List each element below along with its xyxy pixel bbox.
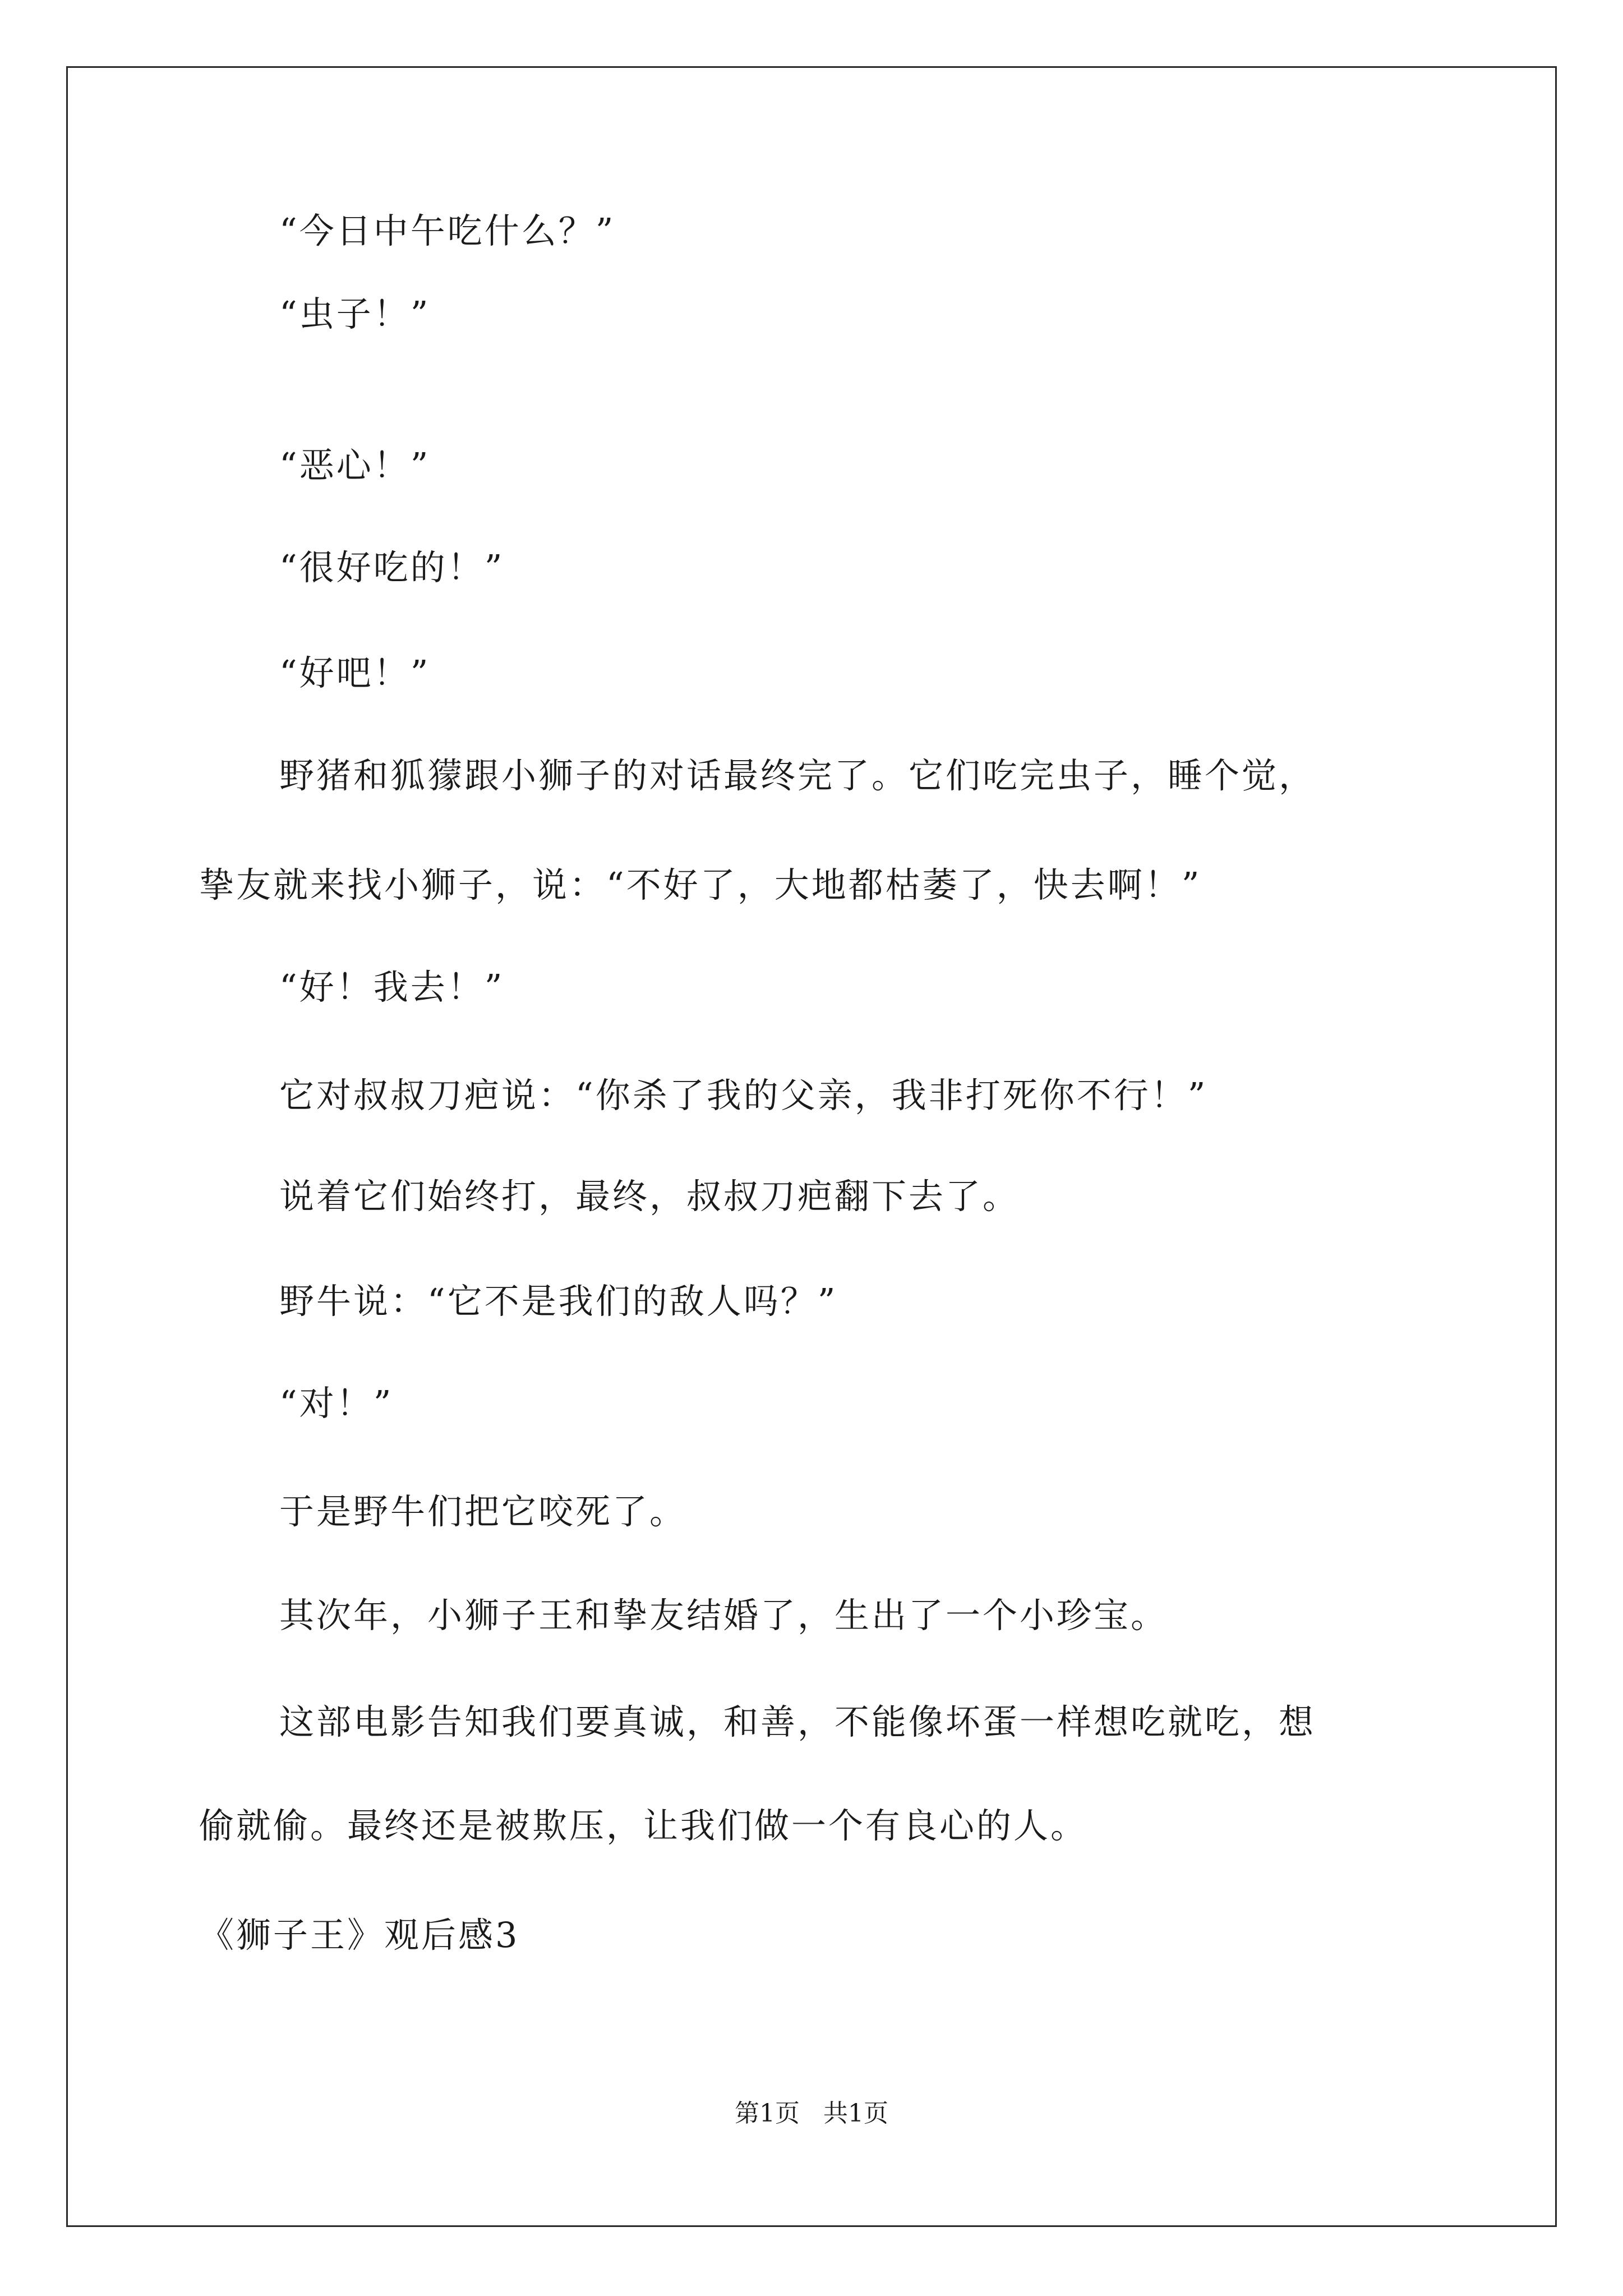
paragraph-line: 挚友就来找小狮子，说：“不好了，大地都枯萎了，快去啊！” — [199, 864, 1202, 905]
paragraph-line: “今日中午吃什么？” — [279, 210, 616, 251]
paragraph-line: “很好吃的！” — [279, 547, 505, 588]
paragraph-line: 偷就偷。最终还是被欺压，让我们做一个有良心的人。 — [199, 1805, 1088, 1846]
paragraph-line: “好吧！” — [279, 652, 431, 693]
paragraph-line: 它对叔叔刀疤说：“你杀了我的父亲，我非打死你不行！” — [279, 1075, 1208, 1116]
paragraph-line: 野牛说：“它不是我们的敌人吗？” — [279, 1281, 838, 1322]
paragraph-line: “好！我去！” — [279, 967, 505, 1007]
page-footer: 第1页 共1页 — [735, 2099, 888, 2128]
paragraph-line: 这部电影告知我们要真诚，和善，不能像坏蛋一样想吃就吃，想 — [279, 1701, 1316, 1742]
paragraph-line: 其次年，小狮子王和挚友结婚了，生出了一个小珍宝。 — [279, 1595, 1168, 1636]
section-heading: 《狮子王》观后感3 — [199, 1915, 520, 1955]
paragraph-line: 于是野牛们把它咬死了。 — [279, 1491, 687, 1532]
paragraph-line: “虫子！” — [279, 293, 431, 334]
paragraph-line: 说着它们始终打，最终，叔叔刀疤翻下去了。 — [279, 1176, 1020, 1217]
paragraph-line: 野猪和狐獴跟小狮子的对话最终完了。它们吃完虫子，睡个觉， — [279, 755, 1316, 796]
paragraph-line: “对！” — [279, 1383, 394, 1424]
page-border — [66, 66, 1557, 2227]
paragraph-line: “恶心！” — [279, 445, 431, 486]
